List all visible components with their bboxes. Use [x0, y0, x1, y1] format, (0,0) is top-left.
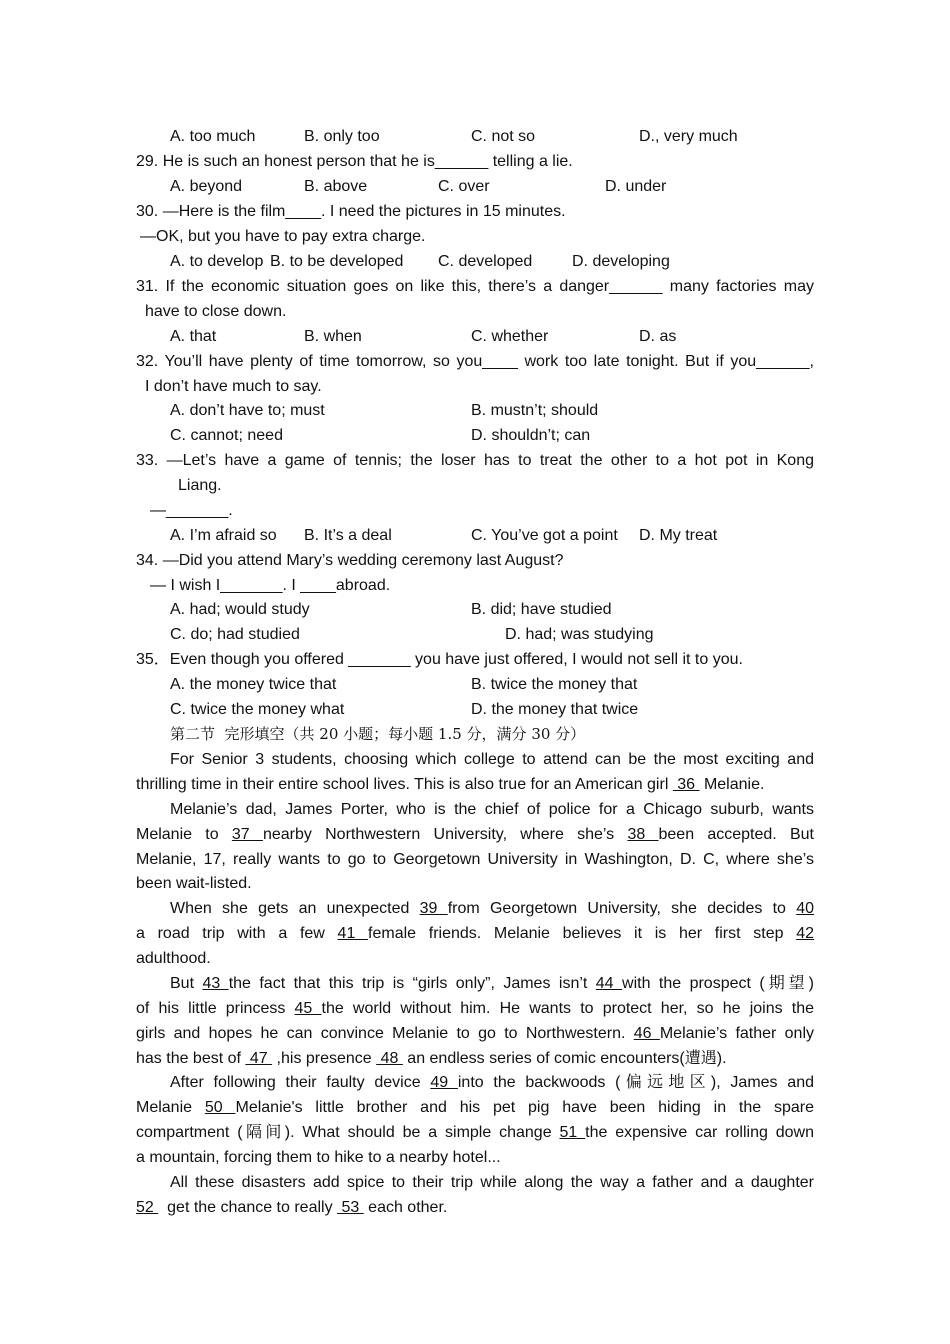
q35-option-a: A. the money twice that — [170, 676, 337, 693]
blank-46: 46 — [633, 1025, 660, 1042]
q29-option-b: B. above — [304, 178, 368, 195]
q34-option-d: D. had; was studying — [505, 626, 654, 643]
q32-stem-cont: I don’t have much to say. — [145, 378, 322, 395]
q34-option-b: B. did; have studied — [471, 601, 612, 618]
q30-option-d: D. developing — [572, 253, 670, 270]
q28-option-a: A. too much — [170, 128, 256, 145]
blank-39: 39 — [419, 900, 448, 917]
q28-option-b: B. only too — [304, 128, 380, 145]
q32-stem: 32. You’ll have plenty of time tomorrow, so you____ work too late tonight. But if you______, — [136, 353, 814, 370]
blank-48: 48 — [376, 1050, 403, 1067]
passage-p5-line1: After following their faulty device 49 into the backwoods (偏远地区), James and — [170, 1074, 814, 1091]
q33-option-a: A. I’m afraid so — [170, 527, 277, 544]
q33-option-c: C. You’ve got a point — [471, 527, 618, 544]
passage-p4-line4: has the best of 47 ,his presence 48 an endless series of comic encounters(遭遇). — [136, 1050, 727, 1067]
q32-option-d: D. shouldn’t; can — [471, 427, 591, 444]
q33-stem: 33. —Let’s have a game of tennis; the loser has to treat the other to a hot pot in Kong — [136, 452, 814, 469]
passage-p4-line1: But 43 the fact that this trip is “girls only”, James isn’t 44 with the prospect (期望) — [170, 975, 814, 992]
q35-stem: 35．Even though you offered _______ you have just offered, I would not sell it to you. — [136, 651, 743, 668]
q30-option-b: B. to be developed — [270, 253, 404, 270]
passage-p2-line2: Melanie to 37 nearby Northwestern University, where she’s 38 been accepted. But — [136, 826, 815, 843]
q34-reply: — I wish I_______. I ____abroad. — [150, 577, 391, 594]
blank-53: 53 — [337, 1199, 364, 1216]
q29-option-a: A. beyond — [170, 178, 243, 195]
q33-stem-cont: Liang. — [178, 477, 222, 494]
q31-option-b: B. when — [304, 328, 362, 345]
q31-option-d: D. as — [639, 328, 677, 345]
q35-option-d: D. the money that twice — [471, 701, 639, 718]
q32-option-b: B. mustn’t; should — [471, 402, 599, 419]
q34-stem: 34. —Did you attend Mary’s wedding ceremony last August? — [136, 552, 564, 569]
section-heading: 第二节 完形填空（共 20 小题；每小题 1.5 分，满分 30 分） — [170, 725, 586, 743]
passage-p6-line1: All these disasters add spice to their trip while along the way a father and a daughter — [170, 1174, 814, 1191]
q29-option-c: C. over — [438, 178, 490, 195]
passage-p6-line2: 52 get the chance to really 53 each other. — [136, 1199, 448, 1216]
q30-stem: 30. —Here is the film____. I need the pictures in 15 minutes. — [136, 203, 566, 220]
q30-stem-reply: —OK, but you have to pay extra charge. — [140, 228, 426, 245]
q35-option-b: B. twice the money that — [471, 676, 638, 693]
passage-p2-line4: been wait-listed. — [136, 875, 252, 892]
q35-option-c: C. twice the money what — [170, 701, 345, 718]
passage-p1-line1: For Senior 3 students, choosing which college to attend can be the most exciting and — [170, 751, 814, 768]
blank-43: 43 — [202, 975, 229, 992]
q33-option-d: D. My treat — [639, 527, 718, 544]
q32-option-a: A. don’t have to; must — [170, 402, 325, 419]
passage-p3-line2: a road trip with a few 41 female friends. Melanie believes it is her first step 42 — [136, 925, 814, 942]
q31-stem-cont: have to close down. — [145, 303, 287, 320]
passage-p2-line1: Melanie’s dad, James Porter, who is the chief of police for a Chicago suburb, wants — [170, 801, 814, 818]
q33-reply-blank: —_______. — [150, 502, 233, 519]
blank-44: 44 — [595, 975, 623, 992]
q31-option-c: C. whether — [471, 328, 549, 345]
blank-45: 45 — [294, 1000, 322, 1017]
q28-option-d: D., very much — [639, 128, 738, 145]
passage-p3-line3: adulthood. — [136, 950, 211, 967]
blank-51: 51 — [559, 1124, 586, 1141]
q29-stem: 29. He is such an honest person that he is______ telling a lie. — [136, 153, 573, 170]
blank-49: 49 — [430, 1074, 458, 1091]
blank-36: 36 — [672, 776, 700, 793]
passage-p5-line2: Melanie 50 Melanie's little brother and his pet pig have been hiding in the spare — [136, 1099, 815, 1116]
passage-p4-line3: girls and hopes he can convince Melanie to go to Northwestern. 46 Melanie’s father only — [136, 1025, 814, 1042]
passage-p5-line3: compartment (隔间). What should be a simple change 51 the expensive car rolling down — [136, 1124, 814, 1141]
blank-37: 37 — [231, 826, 263, 843]
q30-option-c: C. developed — [438, 253, 533, 270]
passage-p4-line2: of his little princess 45 the world without him. He wants to protect her, so he joins the — [136, 1000, 815, 1017]
q30-option-a: A. to develop — [170, 253, 264, 270]
passage-p1-line2: thrilling time in their entire school lives. This is also true for an American girl 36 Melanie. — [136, 776, 765, 793]
q34-option-c: C. do; had studied — [170, 626, 300, 643]
blank-50: 50 — [204, 1099, 236, 1116]
blank-47: 47 — [245, 1050, 273, 1067]
blank-41: 41 — [337, 925, 369, 942]
q34-option-a: A. had; would study — [170, 601, 310, 618]
q33-option-b: B. It’s a deal — [304, 527, 392, 544]
blank-52: 52 — [136, 1199, 159, 1216]
blank-42: 42 — [796, 925, 814, 942]
passage-p5-line4: a mountain, forcing them to hike to a nearby hotel... — [136, 1149, 501, 1166]
passage-p3-line1: When she gets an unexpected 39 from Georgetown University, she decides to 40 — [170, 900, 815, 917]
blank-38: 38 — [627, 826, 659, 843]
q29-option-d: D. under — [605, 178, 667, 195]
q32-option-c: C. cannot; need — [170, 427, 283, 444]
q28-option-c: C. not so — [471, 128, 536, 145]
q31-stem: 31. If the economic situation goes on like this, there’s a danger______ many factories may — [136, 278, 814, 295]
passage-p2-line3: Melanie, 17, really wants to go to Georgetown University in Washington, D. C, where she’s — [136, 851, 814, 868]
blank-40: 40 — [796, 900, 815, 917]
q31-option-a: A. that — [170, 328, 217, 345]
